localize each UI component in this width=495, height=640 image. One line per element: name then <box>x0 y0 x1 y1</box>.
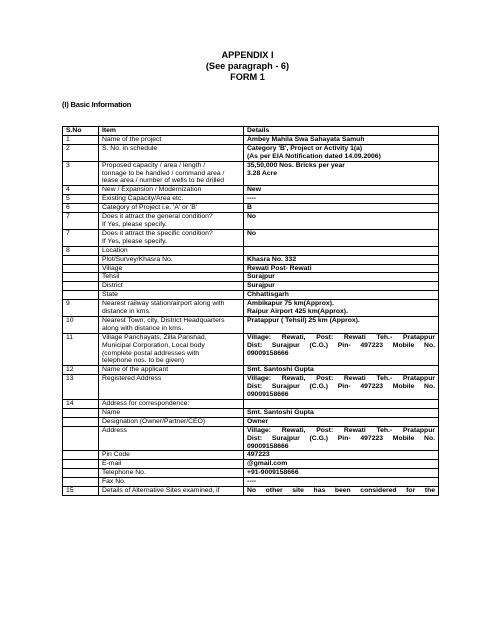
details-line <box>247 247 438 255</box>
item-line: Name of the applicant <box>102 366 169 374</box>
cell-item <box>99 204 244 213</box>
details-line: Ambey Mahila Swa Sahayata Samuh <box>247 135 365 143</box>
cell-item <box>99 213 244 230</box>
item-line: Village Panchayats, Zilla Parishad, <box>102 333 207 341</box>
item-line: Telephone No. <box>102 469 146 477</box>
header-sno: S.No <box>63 127 99 136</box>
table-row <box>63 478 439 487</box>
cell-sno: 4 <box>63 186 99 195</box>
cell-details <box>244 400 439 409</box>
table-row <box>63 273 439 282</box>
item-line: If Yes, please specify. <box>102 220 167 228</box>
details-line: New <box>247 186 261 194</box>
cell-item <box>99 408 244 417</box>
cell-details <box>244 282 439 291</box>
details-line: 09009158666 <box>247 442 289 450</box>
cell-sno <box>63 460 99 469</box>
table-row <box>63 408 439 417</box>
details-line: Rewati Post- Rewati <box>247 264 312 272</box>
details-line: 35,50,000 Nos. Bricks per year <box>247 161 345 169</box>
cell-details <box>244 229 439 246</box>
cell-details <box>244 478 439 487</box>
cell-sno: 9 <box>63 300 99 317</box>
cell-item <box>99 291 244 300</box>
details-line: No <box>247 213 257 221</box>
details-line: Village: Rewati, Post: Rewati Teh.- Pratappur <box>247 375 435 383</box>
item-line: Name of the project <box>102 135 162 143</box>
details-line: No other site has been considered for the <box>247 487 435 495</box>
details-line: ---- <box>247 195 257 203</box>
details-line <box>247 400 438 408</box>
cell-item <box>99 333 244 366</box>
item-line: Address for correspondence: <box>102 400 190 407</box>
table-row <box>63 213 439 230</box>
table-row <box>63 291 439 300</box>
cell-details <box>244 408 439 417</box>
item-line: Fax No. <box>102 478 126 486</box>
cell-details <box>244 204 439 213</box>
cell-item <box>99 417 244 426</box>
item-line: Existing Capacity/Area etc. <box>102 195 184 203</box>
cell-sno: 5 <box>63 195 99 204</box>
item-line: District <box>102 282 123 290</box>
details-line: Village: Rewati, Post: Rewati Teh.- Pratappur <box>247 333 435 341</box>
cell-sno: 1 <box>63 135 99 144</box>
item-line: Registered Address <box>102 375 162 383</box>
details-line: B <box>247 204 252 212</box>
cell-details <box>244 366 439 375</box>
cell-details <box>244 333 439 366</box>
table-row <box>63 333 439 366</box>
cell-item <box>99 135 244 144</box>
form-title: FORM 1 <box>230 72 265 82</box>
details-line: Smt. Santoshi Gupta <box>247 366 314 374</box>
details-line: Pratappur ( Tehsil) 25 km (Approx). <box>247 316 360 324</box>
details-line: ---- <box>247 478 257 486</box>
cell-details <box>244 487 439 496</box>
table-body <box>63 127 439 496</box>
details-line: +91-9009158666 <box>247 469 299 477</box>
table-row <box>63 195 439 204</box>
cell-item <box>99 300 244 317</box>
details-line: Dist: Surajpur (C.G.) Pin- 497223 Mobile No. <box>247 434 435 442</box>
cell-sno <box>63 273 99 282</box>
cell-item <box>99 186 244 195</box>
item-line: Proposed capacity / area / length / <box>102 161 206 169</box>
cell-sno <box>63 469 99 478</box>
item-line: Details of Alternative Sites examined, if <box>102 487 220 495</box>
cell-sno: 6 <box>63 204 99 213</box>
table-row <box>63 144 439 161</box>
item-line: Name <box>102 408 121 416</box>
table-row <box>63 375 439 400</box>
cell-sno: 12 <box>63 366 99 375</box>
details-line: Village: Rewati, Post: Rewati Teh.- Pratappur <box>247 426 435 434</box>
cell-sno: 8 <box>63 246 99 255</box>
cell-item <box>99 273 244 282</box>
table-row <box>63 417 439 426</box>
details-line: Khasra No. 332 <box>247 255 297 263</box>
item-line: Pin Code <box>102 451 130 459</box>
item-line: Address <box>102 426 127 434</box>
table-row <box>63 282 439 291</box>
cell-sno <box>63 478 99 487</box>
cell-sno: 15 <box>63 487 99 496</box>
item-line: lease area / number of wells to be drilled <box>102 177 225 185</box>
table-row <box>63 400 439 409</box>
table-row <box>63 469 439 478</box>
cell-details <box>244 469 439 478</box>
details-line: 3.28 Acre <box>247 169 277 177</box>
item-line: tonnage to be handled / command area / <box>102 169 225 177</box>
cell-item <box>99 478 244 487</box>
cell-sno: 11 <box>63 333 99 366</box>
item-line: Does it attract the specific condition? <box>102 229 213 237</box>
item-line: New / Expansion / Modernization <box>102 186 202 194</box>
cell-details <box>244 246 439 255</box>
cell-sno <box>63 451 99 460</box>
item-line: Category of Project i.e. 'A' or 'B' <box>102 204 198 212</box>
table-row <box>63 426 439 451</box>
item-line: along with distance in kms. <box>102 324 184 332</box>
item-line: telephone nos. to be given) <box>102 357 185 365</box>
item-line: E-mail <box>102 460 122 468</box>
item-line: Plot/Survey/Khasra No. <box>102 255 173 263</box>
cell-sno <box>63 417 99 426</box>
appendix-title: APPENDIX I <box>221 50 274 60</box>
details-line: (As per EIA Notification dated 14.09.2006) <box>247 152 381 160</box>
table-row <box>63 487 439 496</box>
cell-details <box>244 195 439 204</box>
cell-item <box>99 426 244 451</box>
cell-sno <box>63 255 99 264</box>
details-line: 09009158666 <box>247 391 289 399</box>
cell-item <box>99 264 244 273</box>
cell-item <box>99 255 244 264</box>
cell-sno <box>63 291 99 300</box>
table-row <box>63 246 439 255</box>
cell-item <box>99 487 244 496</box>
section-title: (I) Basic Information <box>62 100 132 109</box>
cell-sno: 14 <box>63 400 99 409</box>
header-details: Details <box>244 127 439 136</box>
details-line: Chhattisgarh <box>247 291 289 299</box>
item-line: Tehsil <box>102 273 120 281</box>
cell-item <box>99 366 244 375</box>
table-row <box>63 316 439 333</box>
table-row <box>63 135 439 144</box>
cell-details <box>244 375 439 400</box>
cell-item <box>99 460 244 469</box>
cell-details <box>244 426 439 451</box>
cell-item <box>99 400 244 409</box>
item-line: If Yes, please specify. <box>102 237 167 245</box>
table-row <box>63 186 439 195</box>
table-header-row <box>63 127 439 136</box>
header-item: Item <box>99 127 244 136</box>
table-row <box>63 264 439 273</box>
details-line: 09009158666 <box>247 349 289 357</box>
cell-item <box>99 375 244 400</box>
item-line: Nearest railway station/airport along with <box>102 300 225 308</box>
cell-details <box>244 300 439 317</box>
cell-sno: 7 <box>63 213 99 230</box>
cell-sno <box>63 426 99 451</box>
cell-item <box>99 246 244 255</box>
cell-details <box>244 264 439 273</box>
details-line: No <box>247 229 257 237</box>
cell-item <box>99 451 244 460</box>
cell-details <box>244 273 439 282</box>
details-line: Owner <box>247 417 269 425</box>
details-line: @gmail.com <box>247 460 288 468</box>
cell-details <box>244 417 439 426</box>
cell-sno <box>63 408 99 417</box>
table-row <box>63 366 439 375</box>
item-line: Location <box>102 246 128 254</box>
details-line: Surajpur <box>247 282 275 290</box>
paragraph-reference: (See paragraph - 6) <box>205 61 290 71</box>
cell-details <box>244 213 439 230</box>
cell-item <box>99 195 244 204</box>
table-row <box>63 460 439 469</box>
cell-details <box>244 291 439 300</box>
cell-details <box>244 161 439 186</box>
item-line: Designation (Owner/Partner/CEO) <box>102 417 206 425</box>
details-line: Ambikapur 75 km(Approx). <box>247 300 334 308</box>
cell-details <box>244 186 439 195</box>
details-line: Smt. Santoshi Gupta <box>247 408 314 416</box>
cell-sno <box>63 264 99 273</box>
basic-information-table <box>62 126 439 496</box>
cell-sno: 2 <box>63 144 99 161</box>
table-row <box>63 451 439 460</box>
cell-sno: 3 <box>63 161 99 186</box>
cell-sno: 7 <box>63 229 99 246</box>
details-line: Dist: Surajpur (C.G.) Pin- 497223 Mobile No. <box>247 383 435 391</box>
details-line: 497223 <box>247 451 270 459</box>
details-line: Surajpur <box>247 273 275 281</box>
table-row <box>63 255 439 264</box>
cell-sno <box>63 282 99 291</box>
cell-item <box>99 469 244 478</box>
cell-item <box>99 316 244 333</box>
item-line: Nearest Town, city, District Headquarters <box>102 316 225 324</box>
cell-sno: 13 <box>63 375 99 400</box>
cell-item <box>99 282 244 291</box>
item-line: Municipal Corporation, Local body <box>102 341 205 349</box>
item-line: Village <box>102 264 123 272</box>
table-row <box>63 161 439 186</box>
cell-details <box>244 451 439 460</box>
cell-sno: 10 <box>63 316 99 333</box>
item-line: S. No. in schedule <box>102 144 158 152</box>
item-line: (complete postal addresses with <box>102 349 200 357</box>
cell-details <box>244 144 439 161</box>
cell-item <box>99 229 244 246</box>
details-line: Dist: Surajpur (C.G.) Pin- 497223 Mobile No. <box>247 341 435 349</box>
table-row <box>63 300 439 317</box>
item-line: Does it attract the general condition? <box>102 213 213 221</box>
cell-details <box>244 316 439 333</box>
cell-item <box>99 161 244 186</box>
item-line: distance in kms. <box>102 308 151 316</box>
cell-details <box>244 135 439 144</box>
table-row <box>63 229 439 246</box>
details-line: Raipur Airport 425 km(Approx). <box>247 308 348 316</box>
table-row <box>63 204 439 213</box>
cell-item <box>99 144 244 161</box>
cell-details <box>244 460 439 469</box>
cell-details <box>244 255 439 264</box>
item-line: State <box>102 291 118 299</box>
details-line: Category 'B', Project or Activity 1(a) <box>247 144 363 152</box>
